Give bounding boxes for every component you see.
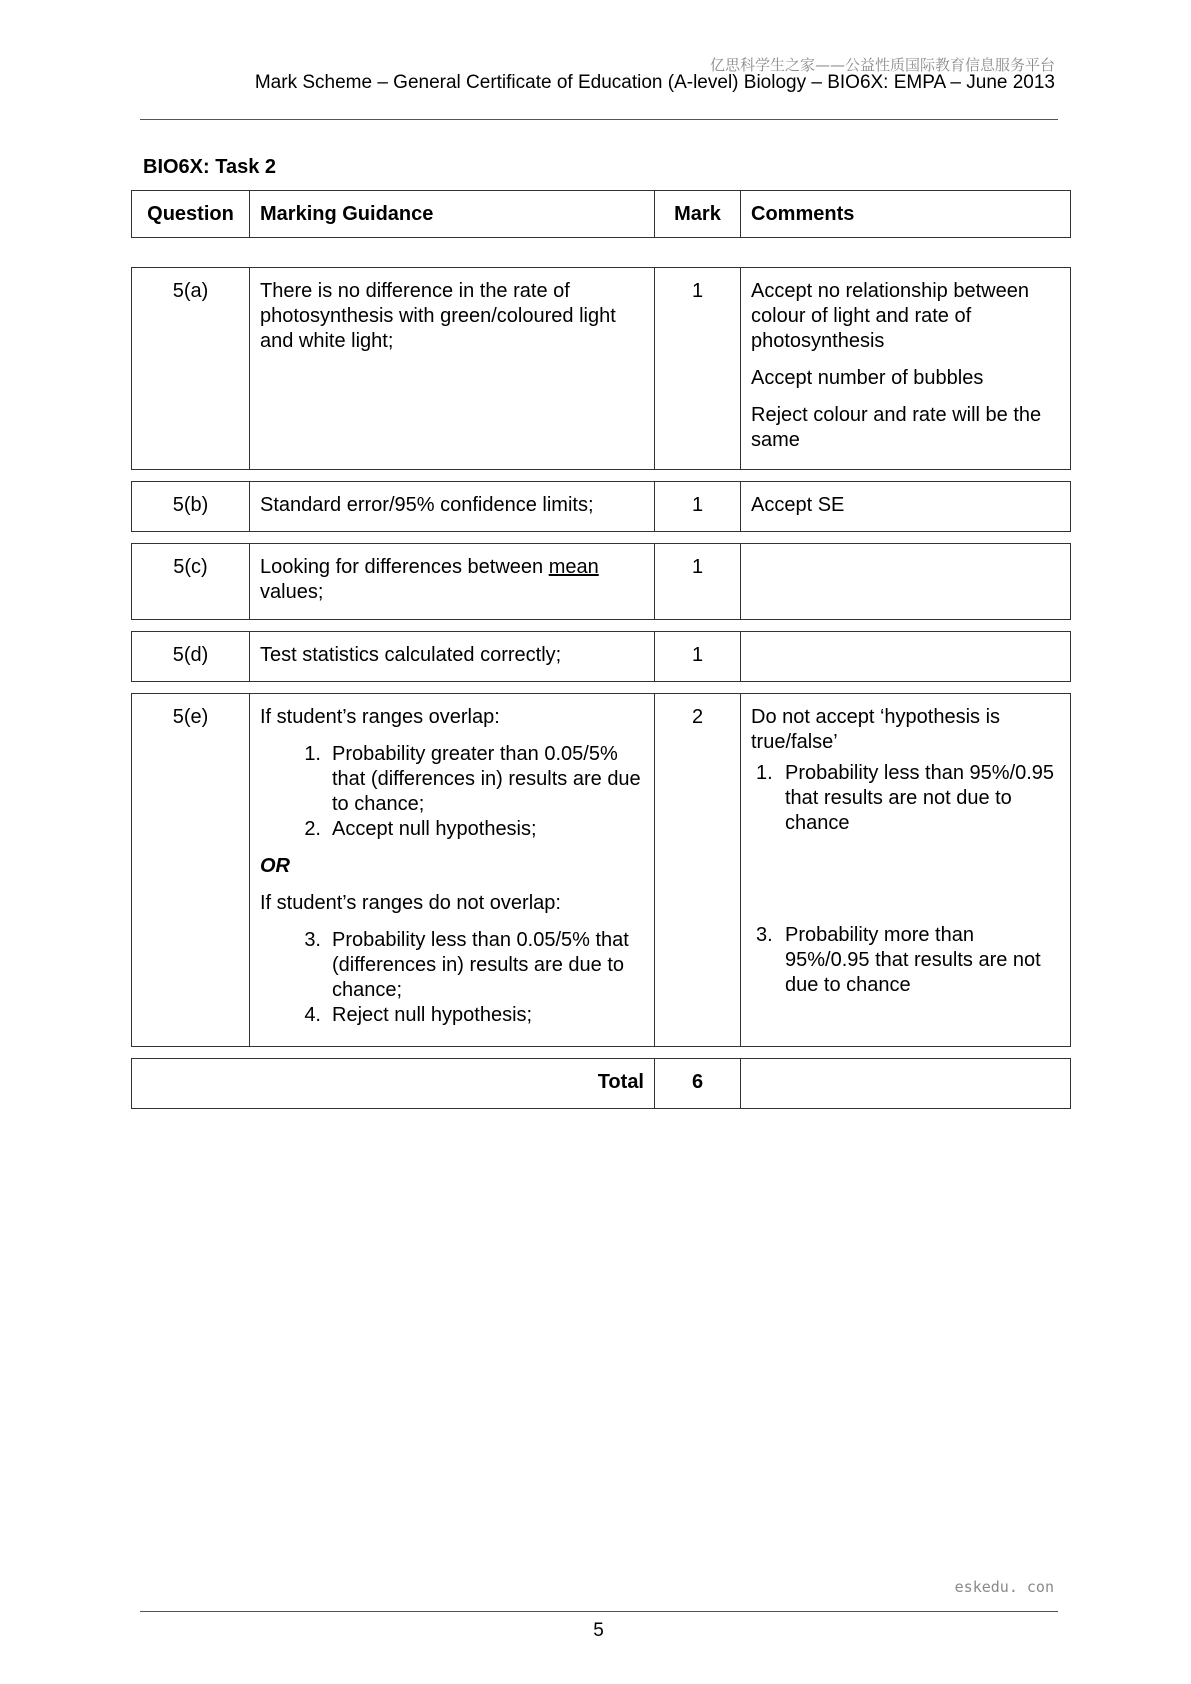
marking-guidance xyxy=(250,694,654,1038)
list-item xyxy=(260,817,644,842)
comment-list xyxy=(751,923,1060,998)
header-mark: Mark xyxy=(674,203,721,225)
mark-value: 1 xyxy=(691,556,704,578)
mark-value: 1 xyxy=(691,644,704,666)
guidance-text: values; xyxy=(260,581,324,603)
or-separator: OR xyxy=(260,855,290,877)
guidance-intro: If student’s ranges overlap: xyxy=(260,706,500,728)
question-number: 5(b) xyxy=(172,494,209,516)
list-item xyxy=(751,923,1060,998)
footer-rule xyxy=(140,1611,1058,1612)
comment: Accept number of bubbles xyxy=(751,367,984,389)
total-label: Total xyxy=(597,1071,644,1093)
header-rule xyxy=(140,119,1058,120)
comment: Accept SE xyxy=(751,494,845,516)
header-watermark: 亿思科学生之家——公益性质国际教育信息服务平台 xyxy=(709,56,1055,74)
total-mark: 6 xyxy=(691,1071,704,1093)
marking-guidance: Standard error/95% confidence limits; xyxy=(260,494,594,516)
item-number: 2. xyxy=(304,818,321,840)
comment-empty xyxy=(741,544,1070,565)
question-number: 5(c) xyxy=(173,556,208,578)
comment-empty xyxy=(741,632,1070,653)
item-number: 3. xyxy=(304,929,321,951)
table-row-5e xyxy=(131,693,1071,1047)
underlined-mean: mean xyxy=(548,556,599,578)
comments xyxy=(741,694,1070,1008)
item-text: Accept null hypothesis; xyxy=(332,818,537,840)
item-text: Probability more than 95%/0.95 that results are not due to chance xyxy=(785,924,1041,996)
comment-empty xyxy=(741,1059,1070,1080)
comment: Do not accept ‘hypothesis is true/false’ xyxy=(751,706,1001,753)
comment-list xyxy=(751,761,1060,836)
table-row-5b xyxy=(131,481,1071,532)
page-number: 5 xyxy=(593,1620,604,1641)
guidance-text: Looking for differences between xyxy=(260,556,549,578)
question-number: 5(e) xyxy=(172,706,209,728)
list-item xyxy=(751,761,1060,836)
table-header xyxy=(131,190,1071,238)
item-text: Probability greater than 0.05/5% that (differences in) results are due to chance; xyxy=(332,743,641,815)
marking-guidance xyxy=(250,544,654,615)
header-guidance: Marking Guidance xyxy=(260,203,434,225)
guidance-intro: If student’s ranges do not overlap: xyxy=(260,892,561,914)
footer-watermark: eskedu. con xyxy=(954,1578,1054,1596)
list-item xyxy=(260,742,644,817)
question-number: 5(d) xyxy=(172,644,209,666)
table-row-5d xyxy=(131,631,1071,682)
mark-value: 2 xyxy=(691,706,704,728)
item-text: Probability less than 95%/0.95 that results are not due to chance xyxy=(785,762,1055,834)
item-number: 1. xyxy=(304,743,321,765)
running-header: Mark Scheme – General Certificate of Education (A-level) Biology – BIO6X: EMPA – June 2013 xyxy=(254,72,1055,93)
comment: Reject colour and rate will be the same xyxy=(751,404,1042,451)
item-number: 3. xyxy=(756,924,773,946)
header-question: Question xyxy=(147,203,234,225)
list-item xyxy=(260,928,644,1003)
guidance-list xyxy=(260,742,644,842)
header-comments: Comments xyxy=(751,203,855,225)
comment: Accept no relationship between colour of light and rate of photosynthesis xyxy=(751,280,1029,352)
section-title: BIO6X: Task 2 xyxy=(143,156,277,178)
question-number: 5(a) xyxy=(172,280,209,302)
table-row-5c xyxy=(131,543,1071,620)
list-item xyxy=(260,1003,644,1028)
item-number: 1. xyxy=(756,762,773,784)
guidance-list xyxy=(260,928,644,1028)
table-row-5a xyxy=(131,267,1071,470)
mark-value: 1 xyxy=(691,494,704,516)
mark-value: 1 xyxy=(691,280,704,302)
item-text: Probability less than 0.05/5% that (differences in) results are due to chance; xyxy=(332,929,629,1001)
item-text: Reject null hypothesis; xyxy=(332,1004,533,1026)
marking-guidance: There is no difference in the rate of photosynthesis with green/coloured light and white light; xyxy=(260,280,616,352)
marking-guidance: Test statistics calculated correctly; xyxy=(260,644,562,666)
item-number: 4. xyxy=(304,1004,321,1026)
table-row-total xyxy=(131,1058,1071,1109)
